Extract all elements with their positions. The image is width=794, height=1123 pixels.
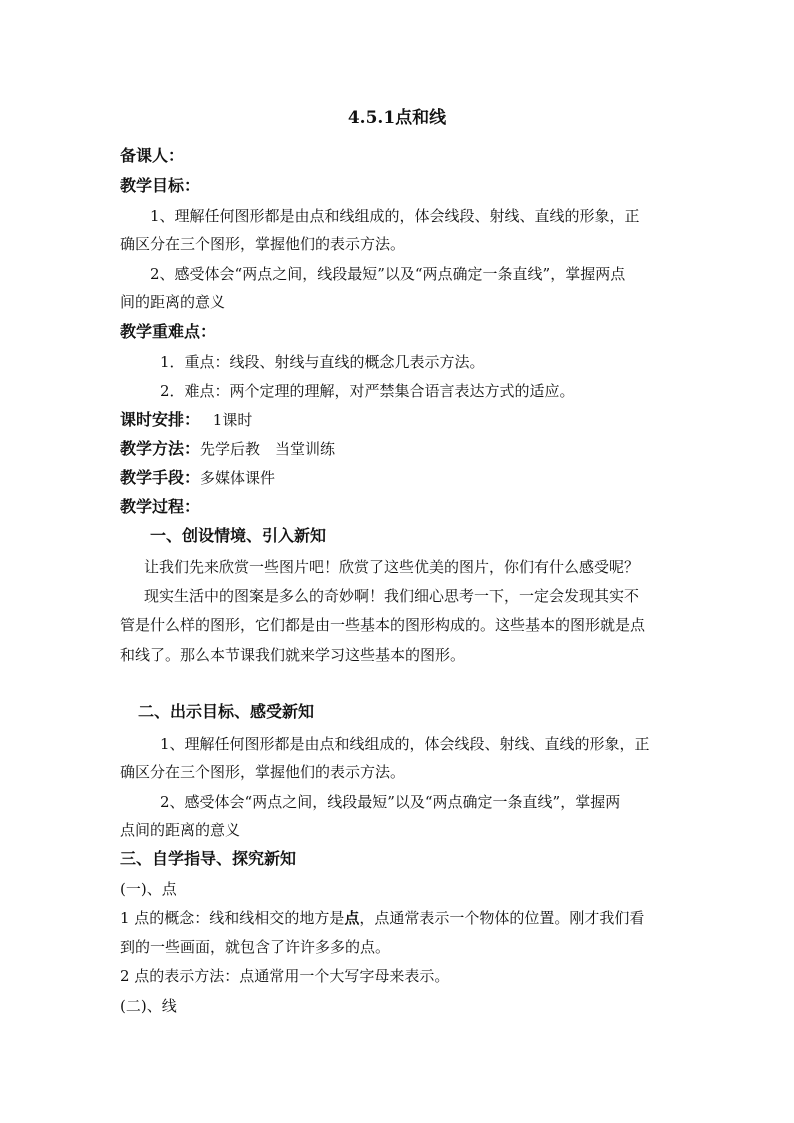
- objectives-heading: 教学目标：: [120, 176, 201, 195]
- process-heading: 教学过程：: [120, 497, 201, 516]
- subsection-1-heading: (一)、点: [120, 880, 177, 898]
- objective-1-line-1: 1、理解任何图形都是由点和线组成的，体会线段、射线、直线的形象，正: [150, 207, 640, 225]
- objective-2-line-1: 2、感受体会“两点之间，线段最短”以及“两点确定一条直线”，掌握两点: [150, 265, 626, 283]
- section-2-objective-2-line-1: 2、感受体会“两点之间，线段最短”以及“两点确定一条直线”，掌握两: [160, 793, 621, 811]
- document-title: 4.5.1点和线: [347, 108, 447, 128]
- keypoints-heading: 教学重难点：: [120, 322, 217, 341]
- schedule-label: 课时安排：: [120, 410, 201, 429]
- preparer-label: 备课人：: [120, 146, 185, 165]
- section-2-objective-1-line-1: 1、理解任何图形都是由点和线组成的，体会线段、射线、直线的形象，正: [160, 735, 650, 753]
- schedule-value: 1课时: [212, 411, 253, 429]
- keypoint-1: 1．重点：线段、射线与直线的概念几表示方法。: [160, 353, 485, 371]
- section-1-paragraph-2-line-1: 现实生活中的图案是多么的奇妙啊！我们细心思考一下，一定会发现其实不: [144, 587, 640, 605]
- subsection-2-heading: (二)、线: [120, 997, 177, 1015]
- point-concept-text-a: 1 点的概念：线和线相交的地方是: [120, 909, 345, 927]
- objective-1-line-2: 确区分在三个图形，掌握他们的表示方法。: [120, 235, 406, 253]
- point-concept-bold-term: 点: [344, 909, 360, 927]
- keypoint-2: 2．难点：两个定理的理解，对严禁集合语言表达方式的适应。: [160, 382, 575, 400]
- point-concept-text-b: ，点通常表示一个物体的位置。刚才我们看: [359, 909, 645, 927]
- objective-2-line-2: 间的距离的意义: [120, 293, 226, 311]
- section-1-heading: 一、创设情境、引入新知: [150, 526, 327, 545]
- section-2-objective-2-line-2: 点间的距离的意义: [120, 821, 241, 839]
- method-value: 先学后教 当堂训练: [200, 440, 336, 458]
- section-2-heading: 二、出示目标、感受新知: [138, 702, 315, 721]
- section-1-paragraph-1: 让我们先来欣赏一些图片吧！欣赏了这些优美的图片，你们有什么感受呢？: [144, 558, 640, 576]
- method-label: 教学方法：: [120, 439, 201, 458]
- point-concept-line-2: 到的一些画面，就包含了许许多多的点。: [120, 938, 391, 956]
- section-1-paragraph-2-line-2: 管是什么样的图形，它们都是由一些基本的图形构成的。这些基本的图形就是点: [120, 616, 646, 634]
- section-3-heading: 三、自学指导、探究新知: [120, 849, 297, 868]
- schedule-row: [120, 410, 680, 430]
- section-2-objective-1-line-2: 确区分在三个图形，掌握他们的表示方法。: [120, 763, 406, 781]
- means-row: [120, 468, 680, 488]
- means-label: 教学手段：: [120, 468, 201, 487]
- section-1-paragraph-2-line-3: 和线了。那么本节课我们就来学习这些基本的图形。: [120, 646, 466, 664]
- point-notation: 2 点的表示方法：点通常用一个大写字母来表示。: [120, 967, 450, 985]
- method-row: [120, 439, 680, 459]
- means-value: 多媒体课件: [200, 469, 276, 487]
- point-concept-line-1: [120, 908, 680, 928]
